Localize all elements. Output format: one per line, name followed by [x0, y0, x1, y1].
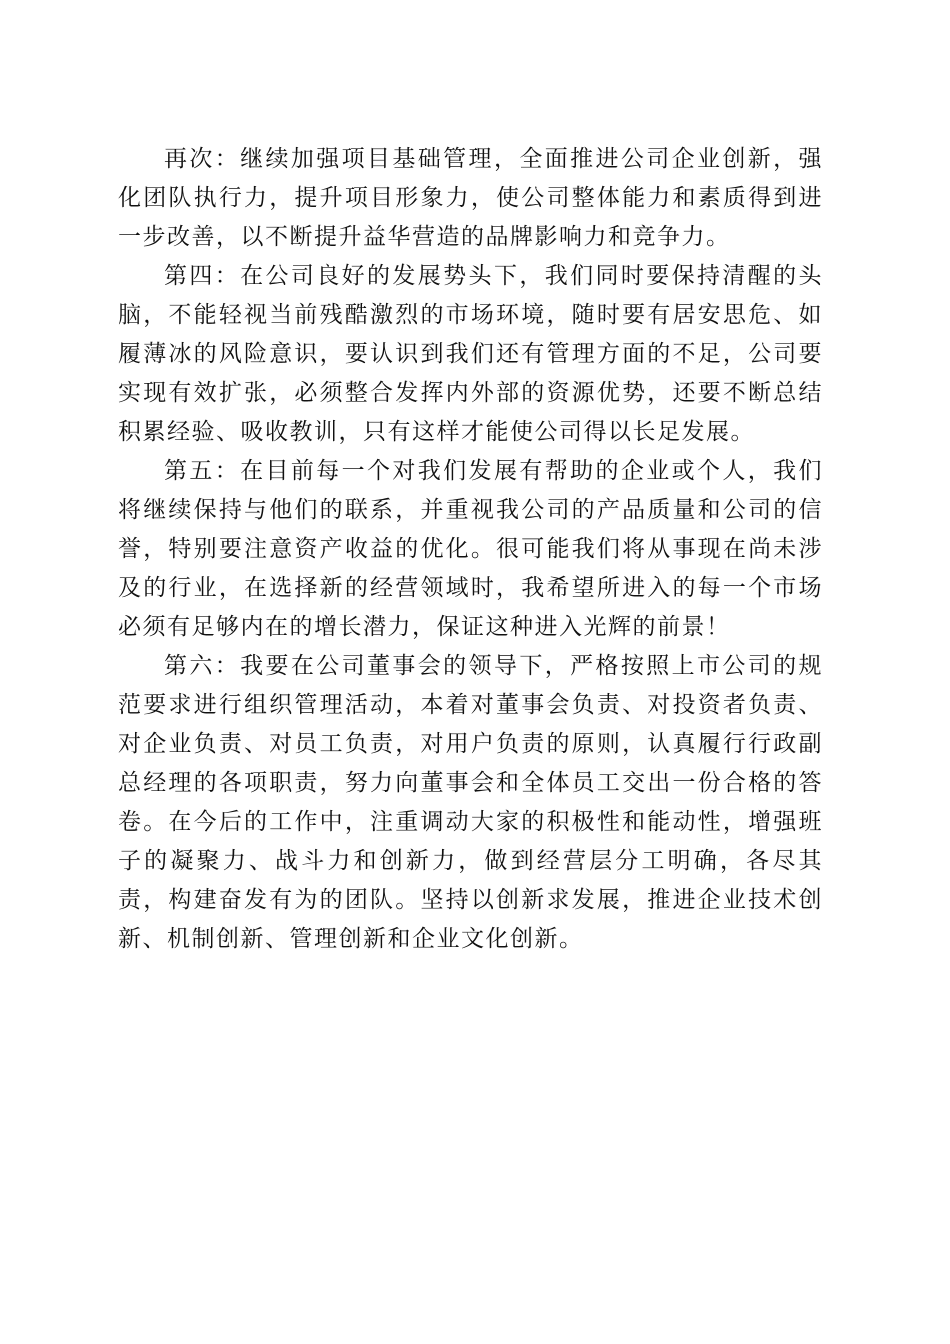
paragraph-diliu: 第六：我要在公司董事会的领导下，严格按照上市公司的规范要求进行组织管理活动，本着对董事会负责、对投资者负责、对企业负责、对员工负责，对用户负责的原则，认真履行行政副总经理的各项职责，努力向董事会和全体员工交出一份合格的答卷。在今后的工作中，注重调动大家的积极性和能动性，增强班子的凝聚力、战斗力和创新力，做到经营层分工明确，各尽其责，构建奋发有为的团队。坚持以创新求发展，推进企业技术创新、机制创新、管理创新和企业文化创新。 — [118, 653, 823, 952]
document-body — [118, 140, 823, 959]
paragraph-disi: 第四：在公司良好的发展势头下，我们同时要保持清醒的头脑，不能轻视当前残酷激烈的市场环境，随时要有居安思危、如履薄冰的风险意识，要认识到我们还有管理方面的不足，公司要实现有效扩张，必须整合发挥内外部的资源优势，还要不断总结积累经验、吸收教训，只有这样才能使公司得以长足发展。 — [118, 263, 823, 445]
paragraph-diwu: 第五：在目前每一个对我们发展有帮助的企业或个人，我们将继续保持与他们的联系，并重视我公司的产品质量和公司的信誉，特别要注意资产收益的优化。很可能我们将从事现在尚未涉及的行业，在选择新的经营领域时，我希望所进入的每一个市场必须有足够内在的增长潜力，保证这种进入光辉的前景！ — [118, 458, 823, 640]
paragraph-zaici: 再次：继续加强项目基础管理，全面推进公司企业创新，强化团队执行力，提升项目形象力，使公司整体能力和素质得到进一步改善，以不断提升益华营造的品牌影响力和竞争力。 — [118, 146, 823, 250]
